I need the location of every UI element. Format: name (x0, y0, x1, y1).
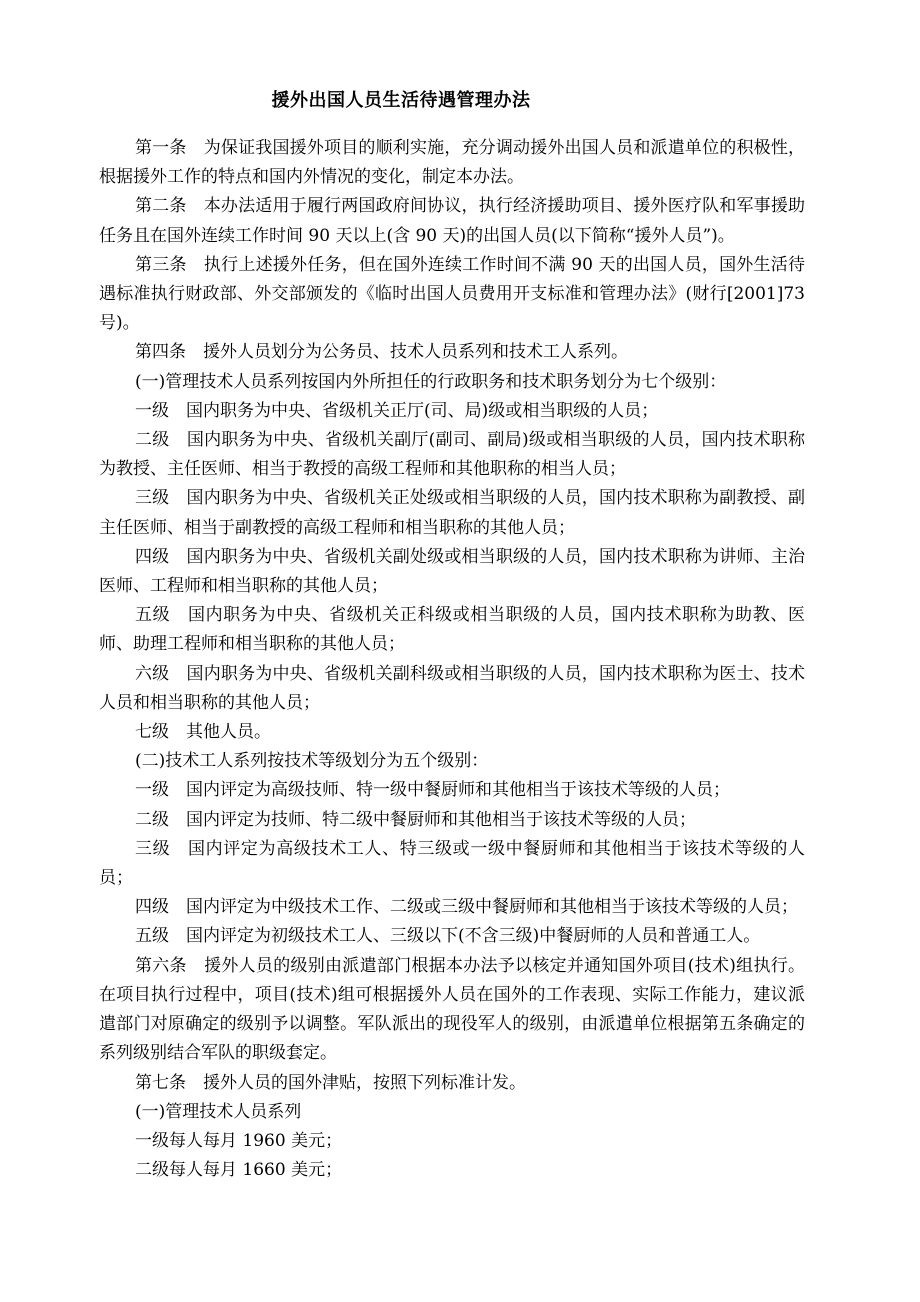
management-series-heading: (一)管理技术人员系列按国内外所担任的行政职务和技术职务划分为七个级别： (135, 371, 727, 392)
management-level-5: 五级 国内职务为中央、省级机关正科级或相当职级的人员，国内技术职称为助教、医师、助理工程师和相当职称的其他人员； (99, 605, 805, 655)
worker-level-1: 一级 国内评定为高级技师、特一级中餐厨师和其他相当于该技术等级的人员； (135, 780, 730, 801)
article-6: 第六条 援外人员的级别由派遣部门根据本办法予以核定并通知国外项目(技术)组执行。在项目执行过程中，项目(技术)组可根据援外人员在国外的工作表现、实际工作能力，建议派遣部门对原确定的级别予以调整。军队派出的现役军人的级别，由派遣单位根据第五条确定的系列级别结合军队的职级套定。 (99, 955, 805, 1064)
worker-level-5: 五级 国内评定为初级技术工人、三级以下(不含三级)中餐厨师的人员和普通工人。 (135, 926, 761, 947)
worker-series-heading: (二)技术工人系列按技术等级划分为五个级别： (135, 751, 489, 772)
allowance-level-1: 一级每人每月 1960 美元； (135, 1130, 343, 1151)
article-2: 第二条 本办法适用于履行两国政府间协议，执行经济援助项目、援外医疗队和军事援助任务且在国外连续工作时间 90 天以上(含 90 天)的出国人员(以下简称“援外人员”)。 (99, 196, 805, 246)
article-1: 第一条 为保证我国援外项目的顺利实施，充分调动援外出国人员和派遣单位的积极性，根据援外工作的特点和国内外情况的变化，制定本办法。 (99, 138, 805, 188)
article-7: 第七条 援外人员的国外津贴，按照下列标准计发。 (135, 1072, 526, 1093)
management-level-1: 一级 国内职务为中央、省级机关正厅(司、局)级或相当职级的人员； (135, 400, 659, 421)
document-title: 援外出国人员生活待遇管理办法 (271, 90, 531, 111)
management-level-4: 四级 国内职务为中央、省级机关副处级或相当职级的人员，国内技术职称为讲师、主治医师、工程师和相当职称的其他人员； (99, 546, 805, 597)
article-3: 第三条 执行上述援外任务，但在国外连续工作时间不满 90 天的出国人员，国外生活待遇标准执行财政部、外交部颁发的《临时出国人员费用开支标准和管理办法》(财行[2001]73 号)。 (99, 254, 805, 334)
worker-level-3: 三级 国内评定为高级技术工人、特三级或一级中餐厨师和其他相当于该技术等级的人员； (99, 838, 805, 889)
document-body (99, 134, 805, 1185)
worker-level-2: 二级 国内评定为技师、特二级中餐厨师和其他相当于该技术等级的人员； (135, 809, 696, 830)
article-4: 第四条 援外人员划分为公务员、技术人员系列和技术工人系列。 (135, 342, 628, 363)
allowance-level-2: 二级每人每月 1660 美元； (135, 1160, 343, 1181)
worker-level-4: 四级 国内评定为中级技术工作、二级或三级中餐厨师和其他相当于该技术等级的人员； (135, 897, 798, 918)
allowance-series-heading: (一)管理技术人员系列 (135, 1101, 302, 1122)
management-level-3: 三级 国内职务为中央、省级机关正处级或相当职级的人员，国内技术职称为副教授、副主任医师、相当于副教授的高级工程师和相当职称的其他人员； (99, 488, 805, 538)
management-level-6: 六级 国内职务为中央、省级机关副科级或相当职级的人员，国内技术职称为医士、技术人员和相当职称的其他人员； (99, 663, 805, 713)
management-level-2: 二级 国内职务为中央、省级机关副厅(副司、副局)级或相当职级的人员，国内技术职称为教授、主任医师、相当于教授的高级工程师和其他职称的相当人员； (99, 430, 805, 480)
management-level-7: 七级 其他人员。 (135, 722, 271, 743)
